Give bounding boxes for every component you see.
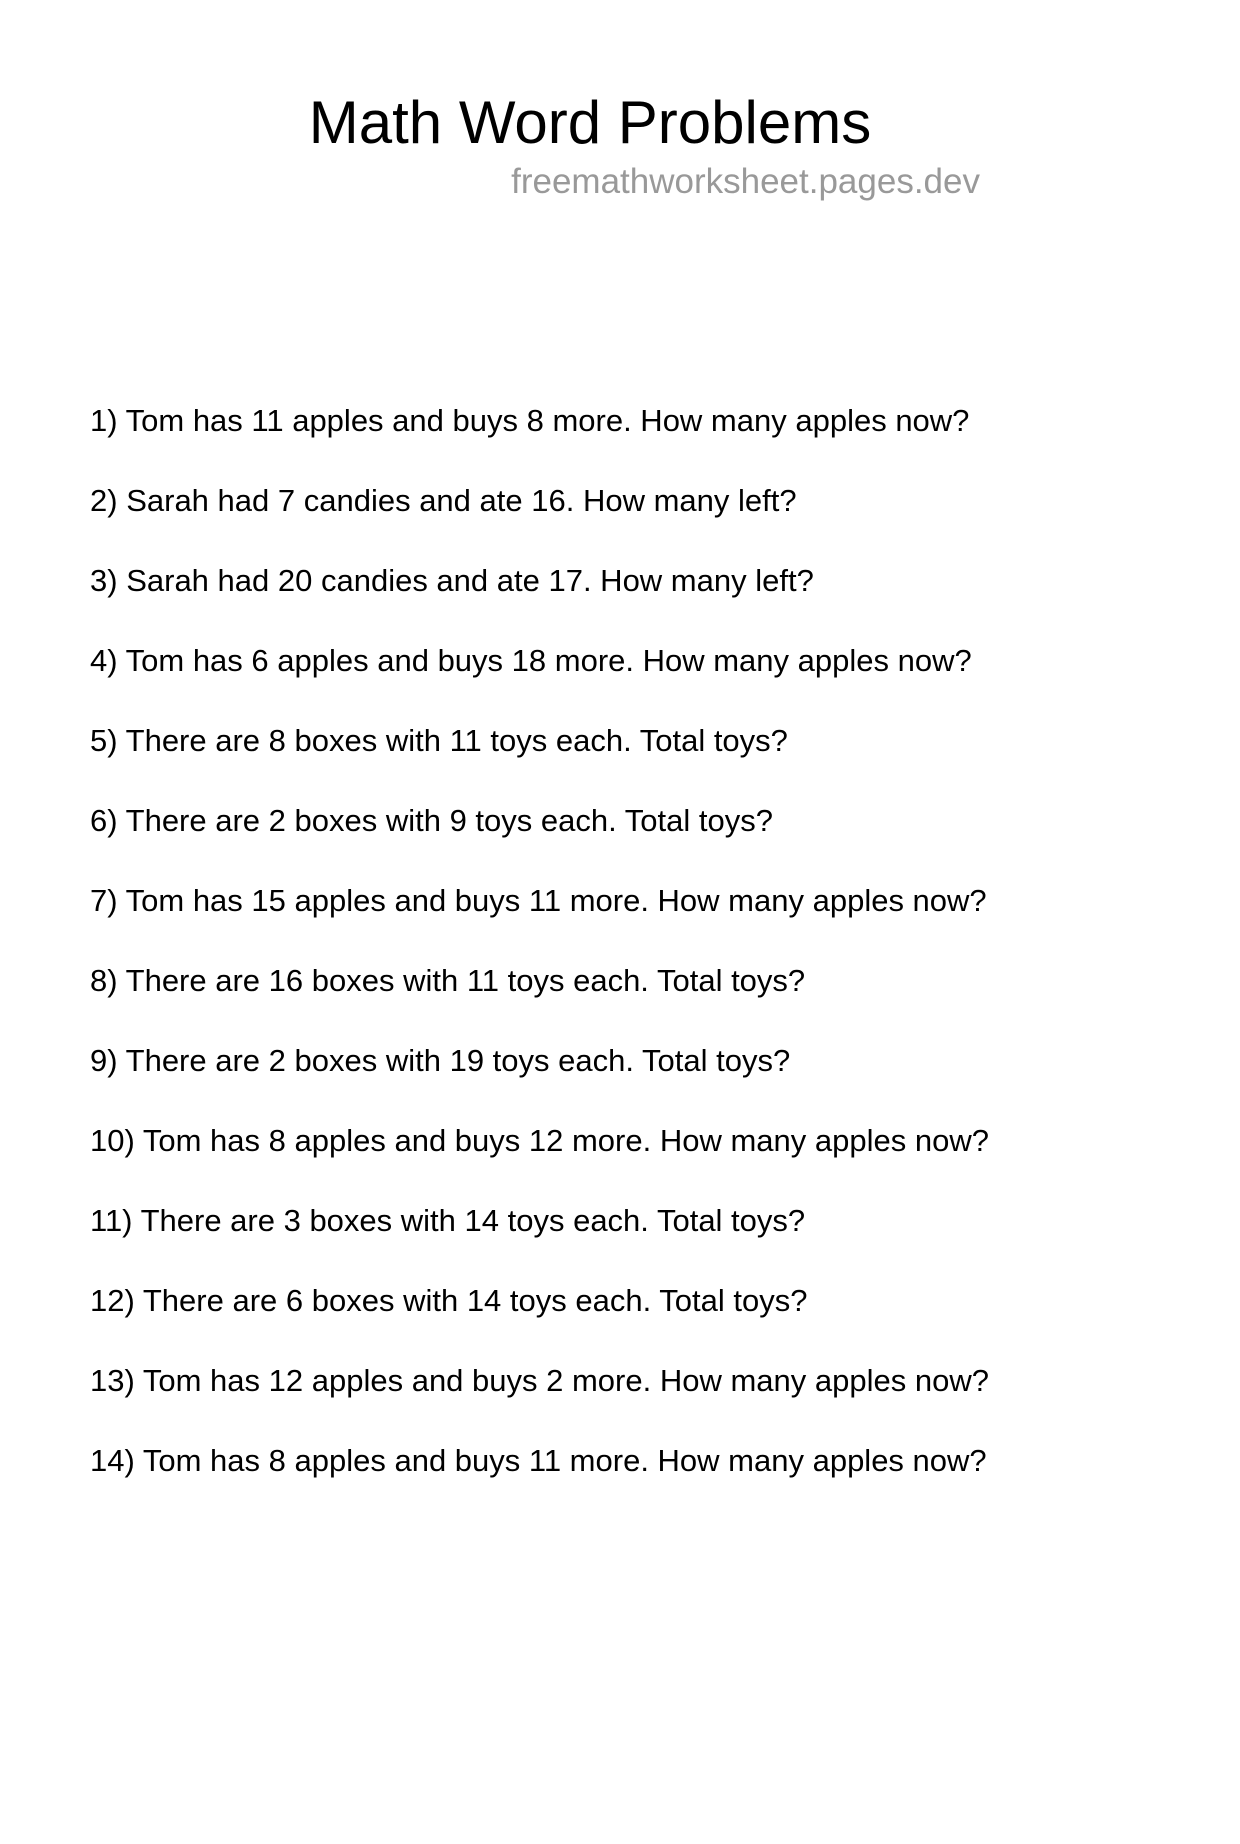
- problem-text: Sarah had 20 candies and ate 17. How many left?: [126, 563, 814, 598]
- problem-number: 10): [90, 1123, 135, 1158]
- problem-number: 11): [90, 1203, 133, 1238]
- problem-item-12: [90, 1261, 1240, 1341]
- problem-number: 9): [90, 1043, 118, 1078]
- problem-text: Sarah had 7 candies and ate 16. How many left?: [126, 483, 797, 518]
- problem-text: Tom has 8 apples and buys 11 more. How many apples now?: [142, 1443, 987, 1478]
- problem-number: 3): [90, 563, 118, 598]
- problem-text: Tom has 8 apples and buys 12 more. How many apples now?: [142, 1123, 989, 1158]
- problem-text: Tom has 12 apples and buys 2 more. How many apples now?: [142, 1363, 989, 1398]
- problem-item-4: [90, 621, 1240, 701]
- problem-number: 7): [90, 883, 118, 918]
- problem-item-5: [90, 701, 1240, 781]
- problem-item-9: [90, 1021, 1240, 1101]
- problem-item-8: [90, 941, 1240, 1021]
- problem-number: 8): [90, 963, 118, 998]
- problem-text: There are 2 boxes with 19 toys each. Total toys?: [125, 1043, 791, 1078]
- worksheet-source-text: freemathworksheet.pages.dev: [511, 162, 980, 201]
- problem-text: There are 6 boxes with 14 toys each. Total toys?: [142, 1283, 808, 1318]
- problem-item-13: [90, 1341, 1240, 1421]
- problem-text: There are 16 boxes with 11 toys each. Total toys?: [125, 963, 806, 998]
- problem-item-6: [90, 781, 1240, 861]
- problem-item-14: [90, 1421, 1240, 1501]
- worksheet-page: [0, 90, 1240, 1844]
- problem-text: Tom has 15 apples and buys 11 more. How many apples now?: [125, 883, 987, 918]
- problem-item-7: [90, 861, 1240, 941]
- problem-number: 4): [90, 643, 118, 678]
- problem-item-2: [90, 461, 1240, 541]
- problem-number: 5): [90, 723, 118, 758]
- problem-text: Tom has 11 apples and buys 8 more. How many apples now?: [125, 403, 970, 438]
- page-title: Math Word Problems: [308, 89, 872, 156]
- problem-item-3: [90, 541, 1240, 621]
- problem-text: There are 8 boxes with 11 toys each. Total toys?: [125, 723, 788, 758]
- problem-item-1: [90, 381, 1240, 461]
- problem-number: 13): [90, 1363, 135, 1398]
- problem-number: 12): [90, 1283, 135, 1318]
- problem-number: 1): [90, 403, 118, 438]
- problem-item-10: [90, 1101, 1240, 1181]
- worksheet-header: [0, 90, 1240, 202]
- problem-number: 14): [90, 1443, 135, 1478]
- problem-text: There are 3 boxes with 14 toys each. Total toys?: [140, 1203, 806, 1238]
- problem-list: [0, 381, 1240, 1501]
- problem-number: 2): [90, 483, 118, 518]
- problem-number: 6): [90, 803, 118, 838]
- problem-text: Tom has 6 apples and buys 18 more. How many apples now?: [125, 643, 972, 678]
- problem-text: There are 2 boxes with 9 toys each. Total toys?: [125, 803, 773, 838]
- problem-item-11: [90, 1181, 1240, 1261]
